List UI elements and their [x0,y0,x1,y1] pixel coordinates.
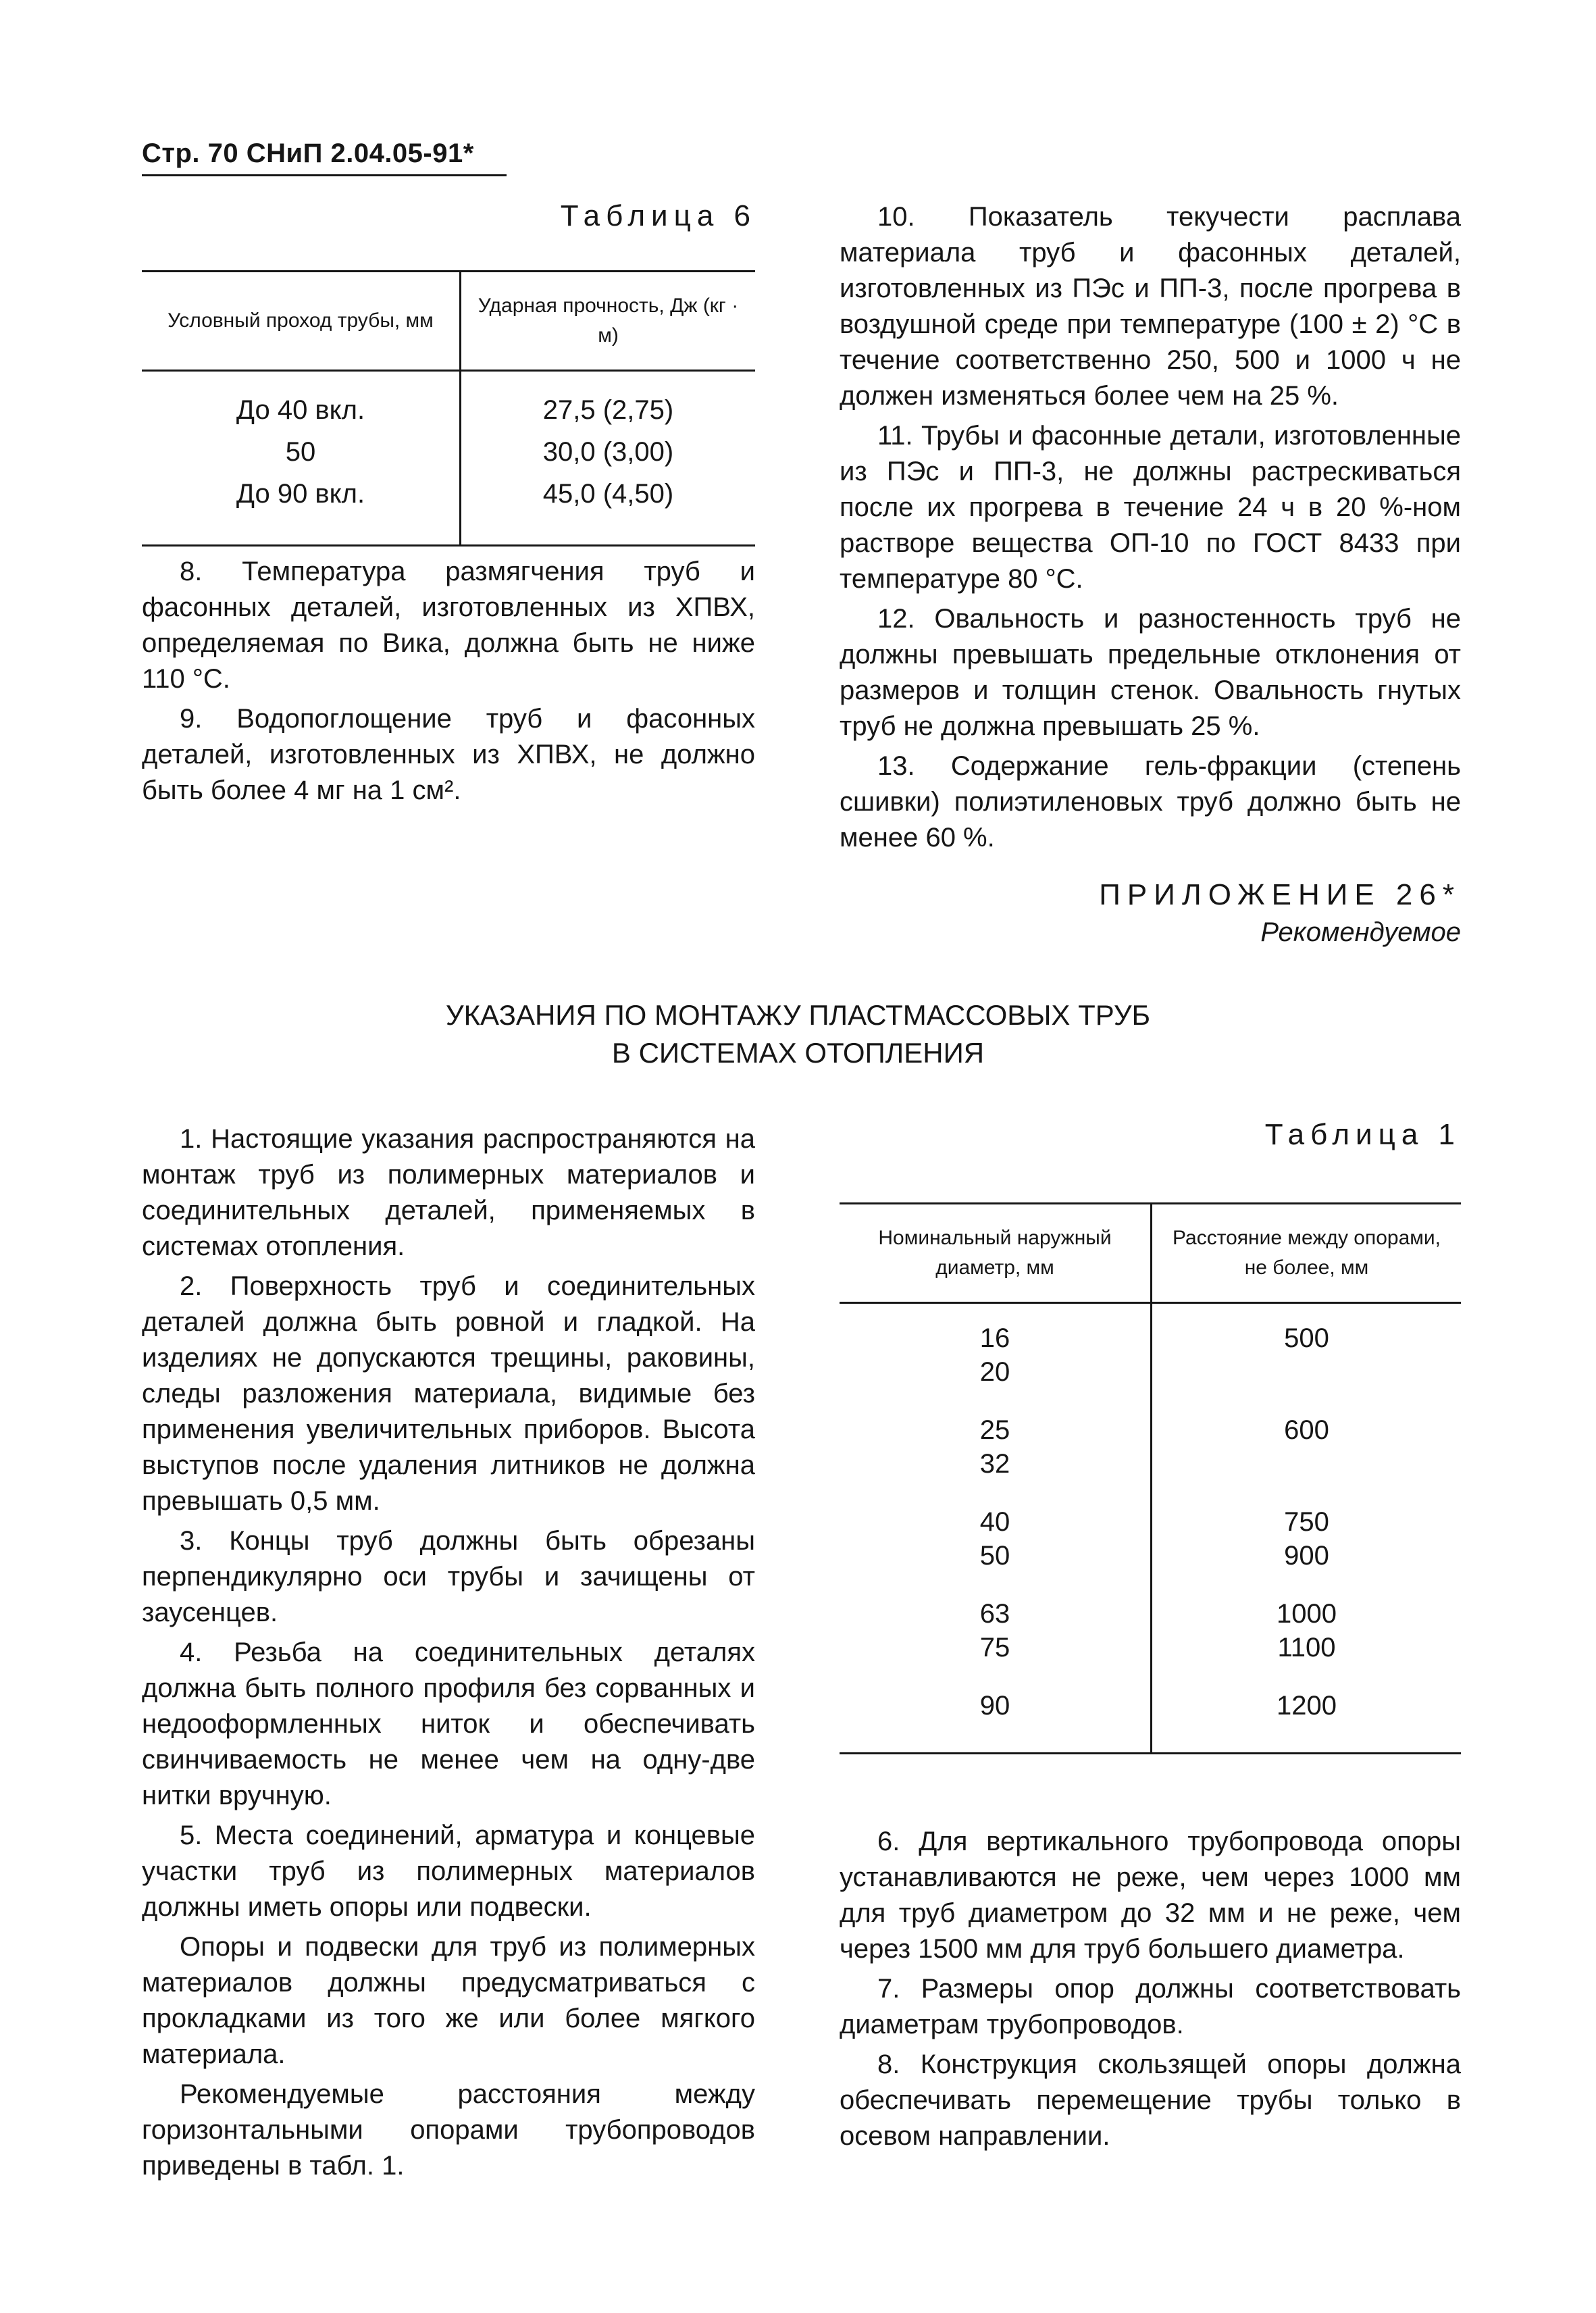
table-row [840,1355,1461,1389]
table1-cell: 40 [840,1505,1152,1539]
right-top-text [840,199,1461,856]
table1-cell: 16 [840,1303,1152,1356]
annex-status: Рекомендуемое [1260,917,1461,947]
table6-cell: 45,0 (4,50) [461,473,756,546]
running-head-rule [142,174,507,176]
table-row [840,1413,1461,1447]
table1-cell [1152,1355,1462,1389]
table6-cell: До 40 вкл. [142,371,461,432]
table1-cell: 500 [1284,1323,1329,1353]
table6 [142,270,755,547]
paragraph-11: 11. Трубы и фасонные детали, изготовленные из ПЭс и ПП-3, не должны растрескиваться после их прогрева в течение 24 ч в 20 %-ном растворе вещества ОП-10 по ГОСТ 8433 при температуре 80 °С. [840,421,1461,594]
table1-cell: 50 [840,1539,1152,1573]
left-top-text [142,554,755,809]
table1-cell: 90 [840,1689,1152,1754]
table6-caption: Таблица 6 [560,199,756,232]
table1-spacer-cell [1152,1664,1462,1689]
table6-cell: 27,5 (2,75) [542,395,674,425]
annex-title: ПРИЛОЖЕНИЕ 26* [1099,878,1461,911]
table6-header-strength: Ударная прочность, Дж (кг · м) [461,272,756,371]
table1-cell: 1200 [1152,1689,1462,1754]
paragraph-1: 1. Настоящие указания распространяются на монтаж труб из полимерных материалов и соединительных деталей, применяемых в системах отопления. [142,1124,755,1261]
table6-header-diameter: Условный проход трубы, мм [142,272,461,371]
table6-cell: До 90 вкл. [142,473,461,546]
paragraph-13: 13. Содержание гель-фракции (степень сшивки) полиэтиленовых труб должно быть не менее 60 %. [840,751,1461,853]
table1-header-diameter: Номинальный наружный диаметр, мм [840,1204,1152,1303]
table6-cell: 30,0 (3,00) [542,437,674,467]
paragraph-2: 2. Поверхность труб и соединительных деталей должна быть ровной и гладкой. На изделиях не допускаются трещины, раковины, следы разложения материала, видимые без применения увеличительных приборов. Высота выступов после удаления литников не должна превышать 0,5 мм. [142,1271,755,1516]
paragraph-8: 8. Температура размягчения труб и фасонных деталей, изготовленных из ХПВХ, определяемая по Вика, должна быть не ниже 110 °С. [142,557,755,694]
table1-cell: 900 [1284,1541,1329,1571]
table1-header-distance: Расстояние между опорами, не более, мм [1152,1204,1462,1303]
table-spacer [840,1481,1461,1505]
table-row [142,431,755,473]
table-row [840,1597,1461,1631]
paragraph-12: 12. Овальность и разностенность труб не должны превышать предельные отклонения от размеров и толщин стенок. Овальность гнутых труб не должна превышать 25 %. [840,604,1461,741]
table1-cell [1152,1447,1462,1481]
left-bottom-text [142,1121,755,2184]
table-row [142,473,755,546]
table-row [840,1631,1461,1664]
table1-caption: Таблица 1 [1264,1118,1461,1151]
table-row [840,1505,1461,1539]
table-row [142,371,755,432]
table6-cell: 50 [142,431,461,473]
running-head: Стр. 70 СНиП 2.04.05-91* [142,138,474,168]
table1-cell: 1100 [1277,1633,1336,1662]
table1 [840,1202,1461,1754]
table-row [840,1303,1461,1356]
table1-cell: 63 [840,1597,1152,1631]
table1-spacer-cell [1152,1573,1462,1597]
table-row [840,1447,1461,1481]
table1-cell: 20 [840,1355,1152,1389]
paragraph-9: 9. Водопоглощение труб и фасонных деталей, изготовленных из ХПВХ, не должно быть более 4 мг на 1 см². [142,704,755,805]
table-row [840,1689,1461,1754]
paragraph-4: 4. Резьба на соединительных деталях должна быть полного профиля без сорванных и недооформленных ниток и обеспечивать свинчиваемость не менее чем на одну-две нитки вручную. [142,1637,755,1810]
paragraph-3: 3. Концы труб должны быть обрезаны перпендикулярно оси трубы и зачищены от заусенцев. [142,1526,755,1627]
annex-heading-line2: В СИСТЕМАХ ОТОПЛЕНИЯ [611,1037,985,1069]
paragraph-10: 10. Показатель текучести расплава материала труб и фасонных деталей, изготовленных из ПЭс и ПП-3, после прогрева в воздушной среде при температуре (100 ± 2) °С в течение соответственно 250, 500 и 1000 ч не должен изменяться более чем на 25 %. [840,202,1461,411]
table1-spacer-cell [1152,1481,1462,1505]
table-row [840,1539,1461,1573]
paragraph-8-support: 8. Конструкция скользящей опоры должна обеспечивать перемещение трубы только в осевом направлении. [840,2050,1461,2151]
table1-cell: 25 [840,1413,1152,1447]
paragraph-5: 5. Места соединений, арматура и концевые участки труб из полимерных материалов должны иметь опоры или подвески. [142,1821,755,1922]
table-spacer [840,1664,1461,1689]
paragraph-7: 7. Размеры опор должны соответствовать диаметрам трубопроводов. [840,1974,1461,2039]
annex-heading [0,996,1596,1072]
table1-spacer-cell [840,1389,1152,1413]
table1-cell: 1000 [1277,1599,1337,1629]
table1-spacer-cell [840,1664,1152,1689]
table1-cell: 600 [1284,1415,1329,1445]
table1-cell: 75 [840,1631,1152,1664]
paragraph-5b: Рекомендуемые расстояния между горизонтальными опорами трубопроводов приведены в табл. 1. [142,2079,755,2181]
annex-header [1099,878,1461,948]
table1-spacer-cell [1152,1389,1462,1413]
table-spacer [840,1389,1461,1413]
table1-cell: 32 [840,1447,1152,1481]
paragraph-6: 6. Для вертикального трубопровода опоры устанавливаются не реже, чем через 1000 мм для труб диаметром до 32 мм и не реже, чем через 1500 мм для труб большего диаметра. [840,1827,1461,1964]
table1-spacer-cell [840,1481,1152,1505]
right-bottom-text [840,1824,1461,2154]
table1-cell: 750 [1284,1507,1329,1537]
table-spacer [840,1573,1461,1597]
annex-heading-line1: УКАЗАНИЯ ПО МОНТАЖУ ПЛАСТМАССОВЫХ ТРУБ [445,999,1151,1031]
table1-spacer-cell [840,1573,1152,1597]
paragraph-5a: Опоры и подвески для труб из полимерных материалов должны предусматриваться с прокладками из того же или более мягкого материала. [142,1932,755,2069]
